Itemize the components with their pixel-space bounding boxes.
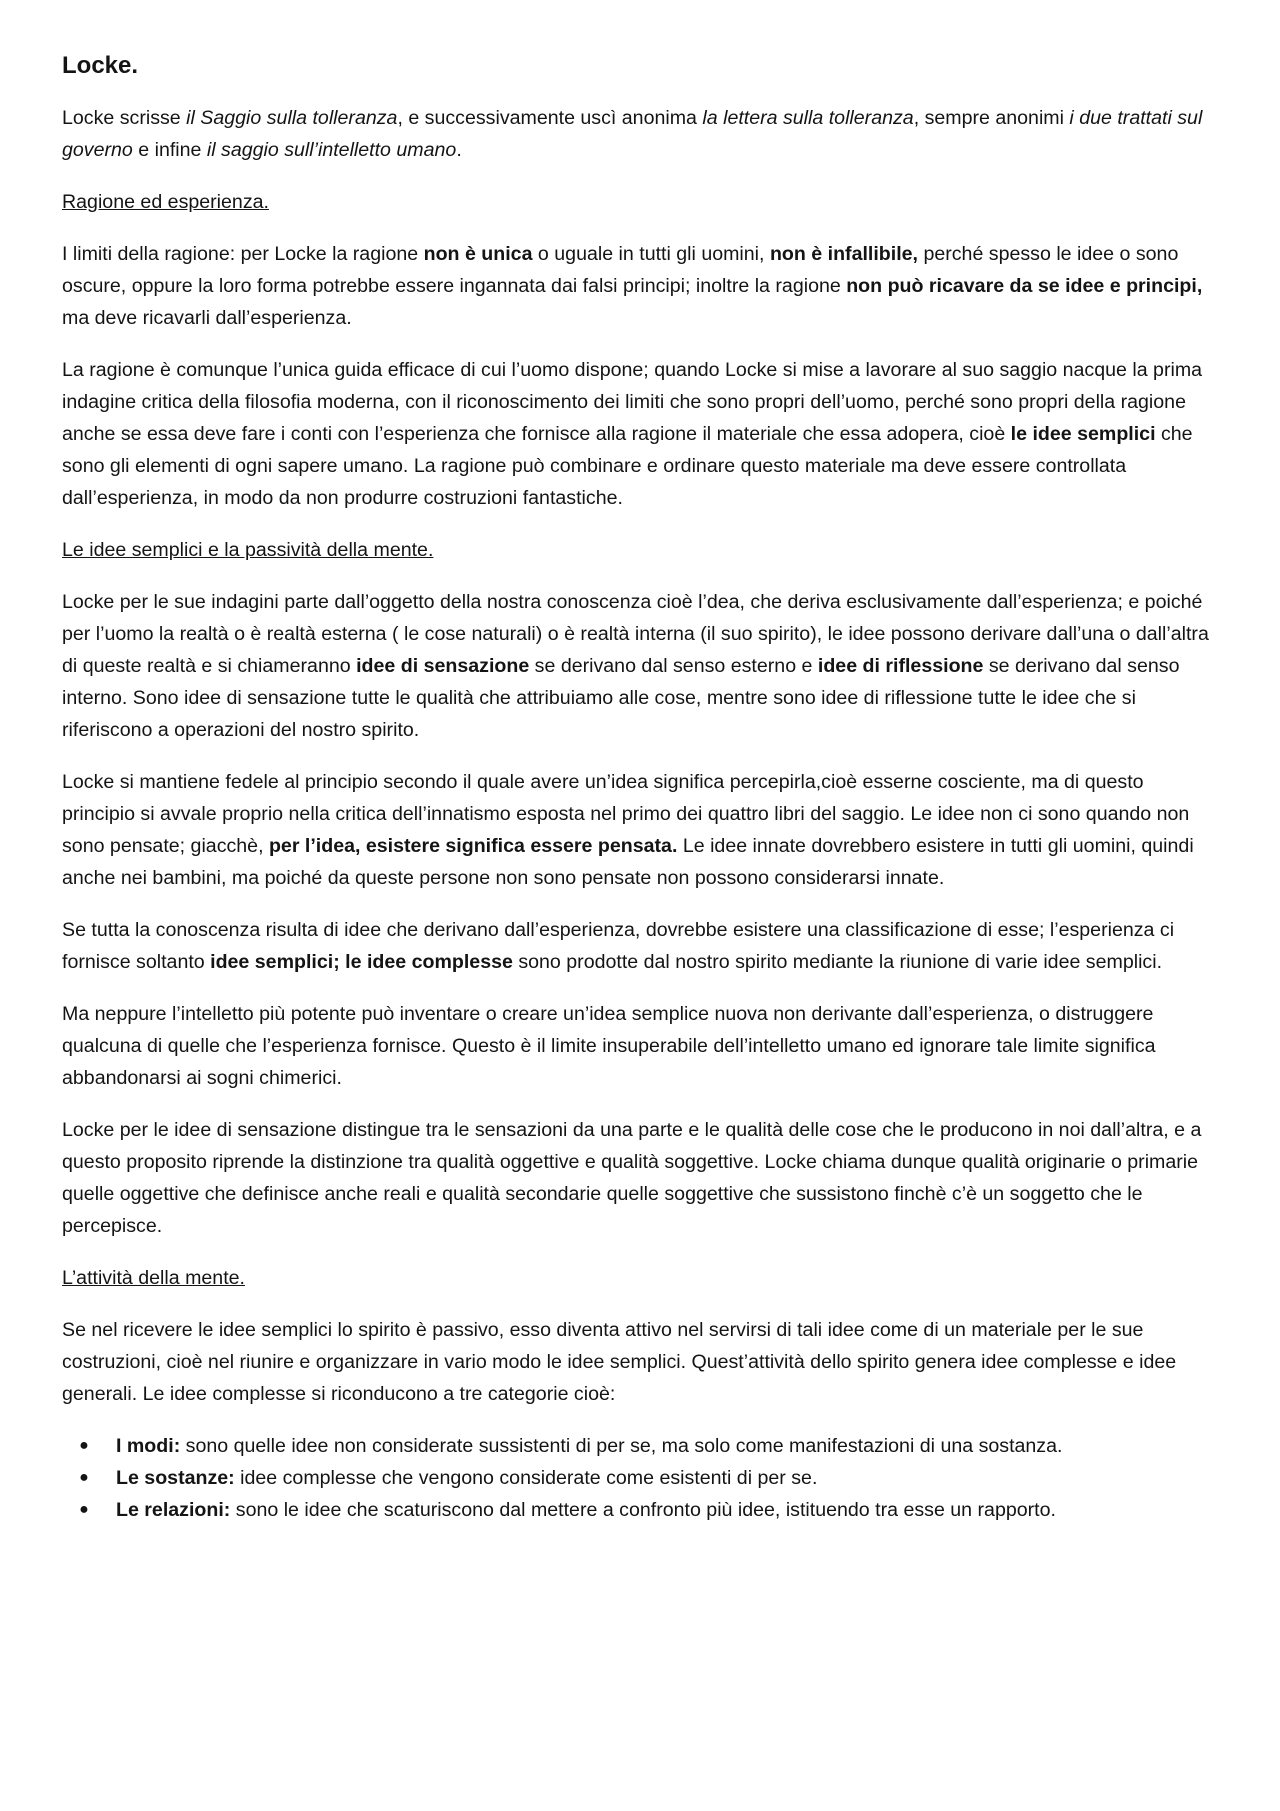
paragraph-attivita-spirito: Se nel ricevere le idee semplici lo spirito è passivo, esso diventa attivo nel servirsi di tali idee come di un materiale per le sue costruzioni, cioè nel riunire e organizzare in vario modo le idee semplici. Quest’attività dello spirito genera idee complesse e idee generali. Le idee complesse si riconducono a tre categorie cioè:	[62, 1319, 1177, 1405]
section-heading-ragione: Ragione ed esperienza.	[62, 191, 269, 213]
list-item-text: sono le idee che scaturiscono dal mettere a confronto più idee, istituendo tra esse un rapporto.	[230, 1499, 1056, 1521]
list-item-term: Le relazioni:	[116, 1499, 231, 1521]
list-item-term: Le sostanze:	[116, 1467, 235, 1489]
bold-text: non può ricavare da se idee e principi,	[846, 275, 1203, 297]
text-run: perché spesso le idee o sono oscure, oppure la loro forma potrebbe essere ingannata dai falsi principi; inoltre la ragione	[62, 243, 1179, 297]
section-heading-idee-semplici: Le idee semplici e la passività della mente.	[62, 539, 434, 561]
text-run: I limiti della ragione: per Locke la ragione	[62, 243, 424, 265]
text-run: e infine	[132, 139, 207, 161]
bold-text: non è infallibile,	[769, 243, 918, 265]
paragraph-qualita: Locke per le idee di sensazione distingue tra le sensazioni da una parte e le qualità delle cose che le producono in noi dall’altra, e a questo proposito riprende la distinzione tra qualità oggettive e qualità soggettive. Locke chiama dunque qualità originarie o primarie quelle oggettive che definisce anche reali e qualità secondarie quelle soggettive che sussistono finchè c’è un soggetto che le percepisce.	[62, 1119, 1202, 1237]
italic-title: il Saggio sulla tolleranza	[186, 107, 398, 129]
text-run: Locke per le sue indagini parte dall’oggetto della nostra conoscenza cioè l’dea, che deriva esclusivamente dall’esperienza; e poiché per l’uomo la realtà o è realtà esterna ( le cose naturali) o è realtà interna (il suo spirito), le idee possono derivare dall’una o dall’altra di queste realtà e si chiameranno	[62, 591, 1209, 677]
bullet-icon: ●	[79, 1469, 89, 1486]
text-run: se derivano dal senso esterno e	[529, 655, 818, 677]
paragraph-oggetto-conoscenza	[62, 586, 1218, 746]
text-run: La ragione è comunque l’unica guida efficace di cui l’uomo dispone; quando Locke si mise a lavorare al suo saggio nacque la prima indagine critica della filosofia moderna, con il riconoscimento dei limiti che sono propri dell’uomo, perché sono propri della ragione anche se essa deve fare i conti con l’esperienza che fornisce alla ragione il materiale che essa adopera, cioè	[62, 359, 1203, 445]
paragraph-critica-innatismo	[62, 766, 1218, 894]
text-run: o uguale in tutti gli uomini,	[532, 243, 770, 265]
text-run: sono prodotte dal nostro spirito mediante la riunione di varie idee semplici.	[512, 951, 1163, 973]
document-title: Locke.	[62, 52, 139, 79]
list-item	[62, 1430, 1218, 1462]
paragraph-limite-intelletto: Ma neppure l’intelletto più potente può inventare o creare un’idea semplice nuova non derivante dall’esperienza, o distruggere qualcuna di quelle che l’esperienza fornisce. Questo è il limite insuperabile dell’intelletto umano ed ignorare tale limite significa abbandonarsi ai sogni chimerici.	[62, 1003, 1156, 1089]
bold-text: idee di sensazione	[356, 655, 530, 677]
text-run: , sempre anonimi	[913, 107, 1070, 129]
italic-title: il saggio sull’intelletto umano	[206, 139, 457, 161]
bold-text: le idee semplici	[1010, 423, 1156, 445]
categories-list	[62, 1430, 1218, 1526]
italic-title: la lettera sulla tolleranza	[702, 107, 914, 129]
list-item-term: I modi:	[116, 1435, 181, 1457]
intro-paragraph	[62, 102, 1218, 166]
text-run: , e successivamente uscì anonima	[397, 107, 703, 129]
paragraph-ragione-guida	[62, 354, 1218, 514]
bold-text: non è unica	[423, 243, 533, 265]
text-run: .	[456, 139, 462, 161]
list-item-text: sono quelle idee non considerate sussistenti di per se, ma solo come manifestazioni di una sostanza.	[180, 1435, 1063, 1457]
italic-title: i due trattati sul governo	[62, 107, 1203, 161]
text-run: Le idee innate dovrebbero esistere in tutti gli uomini, quindi anche nei bambini, ma poiché da queste persone non sono pensate non possono considerarsi innate.	[62, 835, 1194, 889]
list-item	[62, 1494, 1218, 1526]
list-item	[62, 1462, 1218, 1494]
text-run: se derivano dal senso interno. Sono idee di sensazione tutte le qualità che attribuiamo alle cose, mentre sono idee di riflessione tutte le idee che si riferiscono a operazioni del nostro spirito.	[62, 655, 1180, 741]
text-run: Locke scrisse	[62, 107, 187, 129]
text-run: Se tutta la conoscenza risulta di idee che derivano dall’esperienza, dovrebbe esistere una classificazione di esse; l’esperienza ci fornisce soltanto	[62, 919, 1175, 973]
paragraph-limiti-ragione	[62, 238, 1218, 334]
paragraph-classificazione	[62, 914, 1218, 978]
text-run: Locke si mantiene fedele al principio secondo il quale avere un’idea significa percepirla,cioè esserne cosciente, ma di questo principio si avvale proprio nella critica dell’innatismo esposta nel primo dei quattro libri del saggio. Le idee non ci sono quando non sono pensate; giacchè,	[62, 771, 1190, 857]
bullet-icon: ●	[79, 1437, 89, 1454]
section-heading-attivita-mente: L’attività della mente.	[62, 1267, 245, 1289]
bold-text: idee semplici; le idee complesse	[210, 951, 513, 973]
text-run: che sono gli elementi di ogni sapere umano. La ragione può combinare e ordinare questo materiale ma deve essere controllata dall’esperienza, in modo da non produrre costruzioni fantastiche.	[62, 423, 1193, 509]
bullet-icon: ●	[79, 1501, 89, 1518]
text-run: ma deve ricavarli dall’esperienza.	[62, 307, 352, 329]
bold-text: idee di riflessione	[817, 655, 984, 677]
list-item-text: idee complesse che vengono considerate come esistenti di per se.	[234, 1467, 818, 1489]
bold-text: per l’idea, esistere significa essere pensata.	[268, 835, 678, 857]
